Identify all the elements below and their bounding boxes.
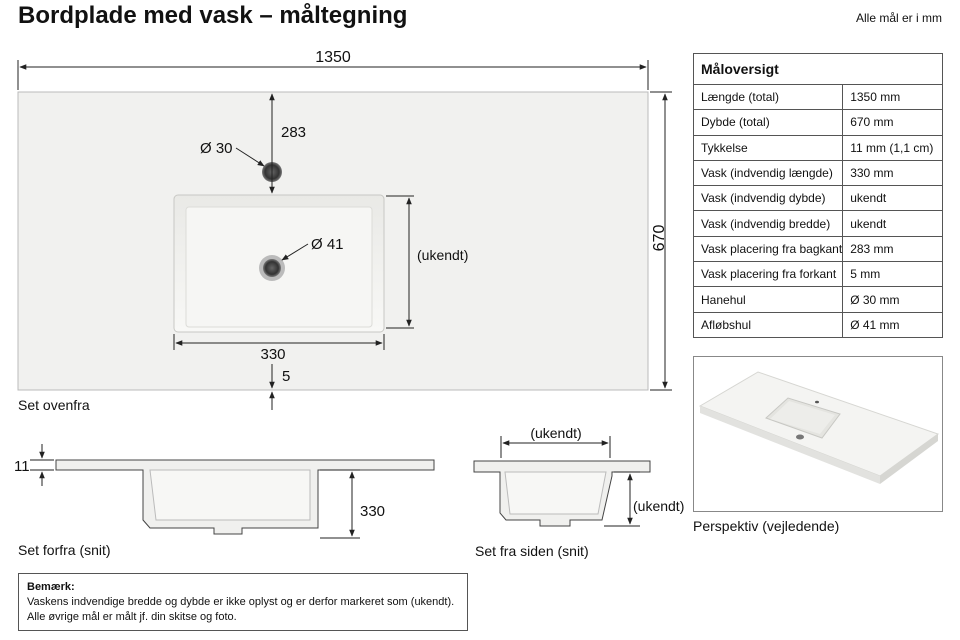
spec-label: Vask placering fra forkant bbox=[694, 262, 843, 287]
spec-value: ukendt bbox=[843, 186, 943, 211]
table-row bbox=[694, 262, 943, 287]
table-row bbox=[694, 211, 943, 236]
caption-perspective: Perspektiv (vejledende) bbox=[693, 518, 840, 534]
spec-value: 11 mm (1,1 cm) bbox=[843, 135, 943, 160]
spec-value: 5 mm bbox=[843, 262, 943, 287]
dim-tap-from-back-label: 283 bbox=[281, 124, 307, 141]
spec-value: Ø 41 mm bbox=[843, 312, 943, 337]
dim-length-label: 1350 bbox=[315, 49, 351, 66]
note-line: Alle øvrige mål er målt jf. din skitse og foto. bbox=[27, 611, 237, 623]
table-row bbox=[694, 160, 943, 185]
spec-label: Tykkelse bbox=[694, 135, 843, 160]
perspective-frame bbox=[693, 356, 943, 512]
spec-label: Vask (indvendig bredde) bbox=[694, 211, 843, 236]
units-note: Alle mål er i mm bbox=[855, 11, 942, 25]
dim-drain-label: Ø 41 bbox=[311, 236, 344, 253]
note-title: Bemærk: bbox=[27, 581, 75, 593]
drain-hole bbox=[263, 259, 281, 277]
spec-value: Ø 30 mm bbox=[843, 287, 943, 312]
spec-value: 330 mm bbox=[843, 160, 943, 185]
caption-side-view: Set fra siden (snit) bbox=[475, 543, 589, 559]
dim-front-offset-label: 5 bbox=[282, 368, 291, 385]
spec-value: 670 mm bbox=[843, 110, 943, 135]
dim-sink-depth-label: 330 bbox=[360, 503, 386, 520]
spec-label: Vask placering fra bagkant bbox=[694, 236, 843, 261]
dim-side-depth-label: (ukendt) bbox=[633, 498, 685, 514]
spec-label: Vask (indvendig dybde) bbox=[694, 186, 843, 211]
spec-label: Længde (total) bbox=[694, 85, 843, 110]
spec-label: Vask (indvendig længde) bbox=[694, 160, 843, 185]
spec-value: 283 mm bbox=[843, 236, 943, 261]
caption-front-view: Set forfra (snit) bbox=[18, 542, 111, 558]
table-row bbox=[694, 312, 943, 337]
table-row bbox=[694, 135, 943, 160]
basin-side-section bbox=[505, 472, 606, 514]
table-row bbox=[694, 85, 943, 110]
spec-value: ukendt bbox=[843, 211, 943, 236]
dim-sink-length-label: 330 bbox=[260, 346, 286, 363]
spec-label: Afløbshul bbox=[694, 312, 843, 337]
dim-depth-label: 670 bbox=[651, 224, 668, 252]
dim-thickness-label: 11 bbox=[14, 458, 30, 475]
table-row bbox=[694, 236, 943, 261]
dim-side-width-label: (ukendt) bbox=[530, 425, 582, 441]
spec-table-title: Måloversigt bbox=[694, 54, 943, 85]
caption-top-view: Set ovenfra bbox=[18, 397, 90, 413]
spec-value: 1350 mm bbox=[843, 85, 943, 110]
spec-label: Dybde (total) bbox=[694, 110, 843, 135]
table-row bbox=[694, 110, 943, 135]
basin-front-section bbox=[150, 470, 310, 520]
page-title: Bordplade med vask – måltegning bbox=[18, 2, 408, 29]
table-row bbox=[694, 287, 943, 312]
note-line: Vaskens indvendige bredde og dybde er ikke oplyst og er derfor markeret som (ukendt). bbox=[27, 596, 455, 608]
table-row bbox=[694, 186, 943, 211]
dim-sink-width-label: (ukendt) bbox=[417, 247, 469, 263]
spec-label: Hanehul bbox=[694, 287, 843, 312]
note-box bbox=[18, 573, 468, 631]
dim-tap-hole-label: Ø 30 bbox=[200, 140, 233, 157]
spec-table bbox=[693, 53, 943, 338]
